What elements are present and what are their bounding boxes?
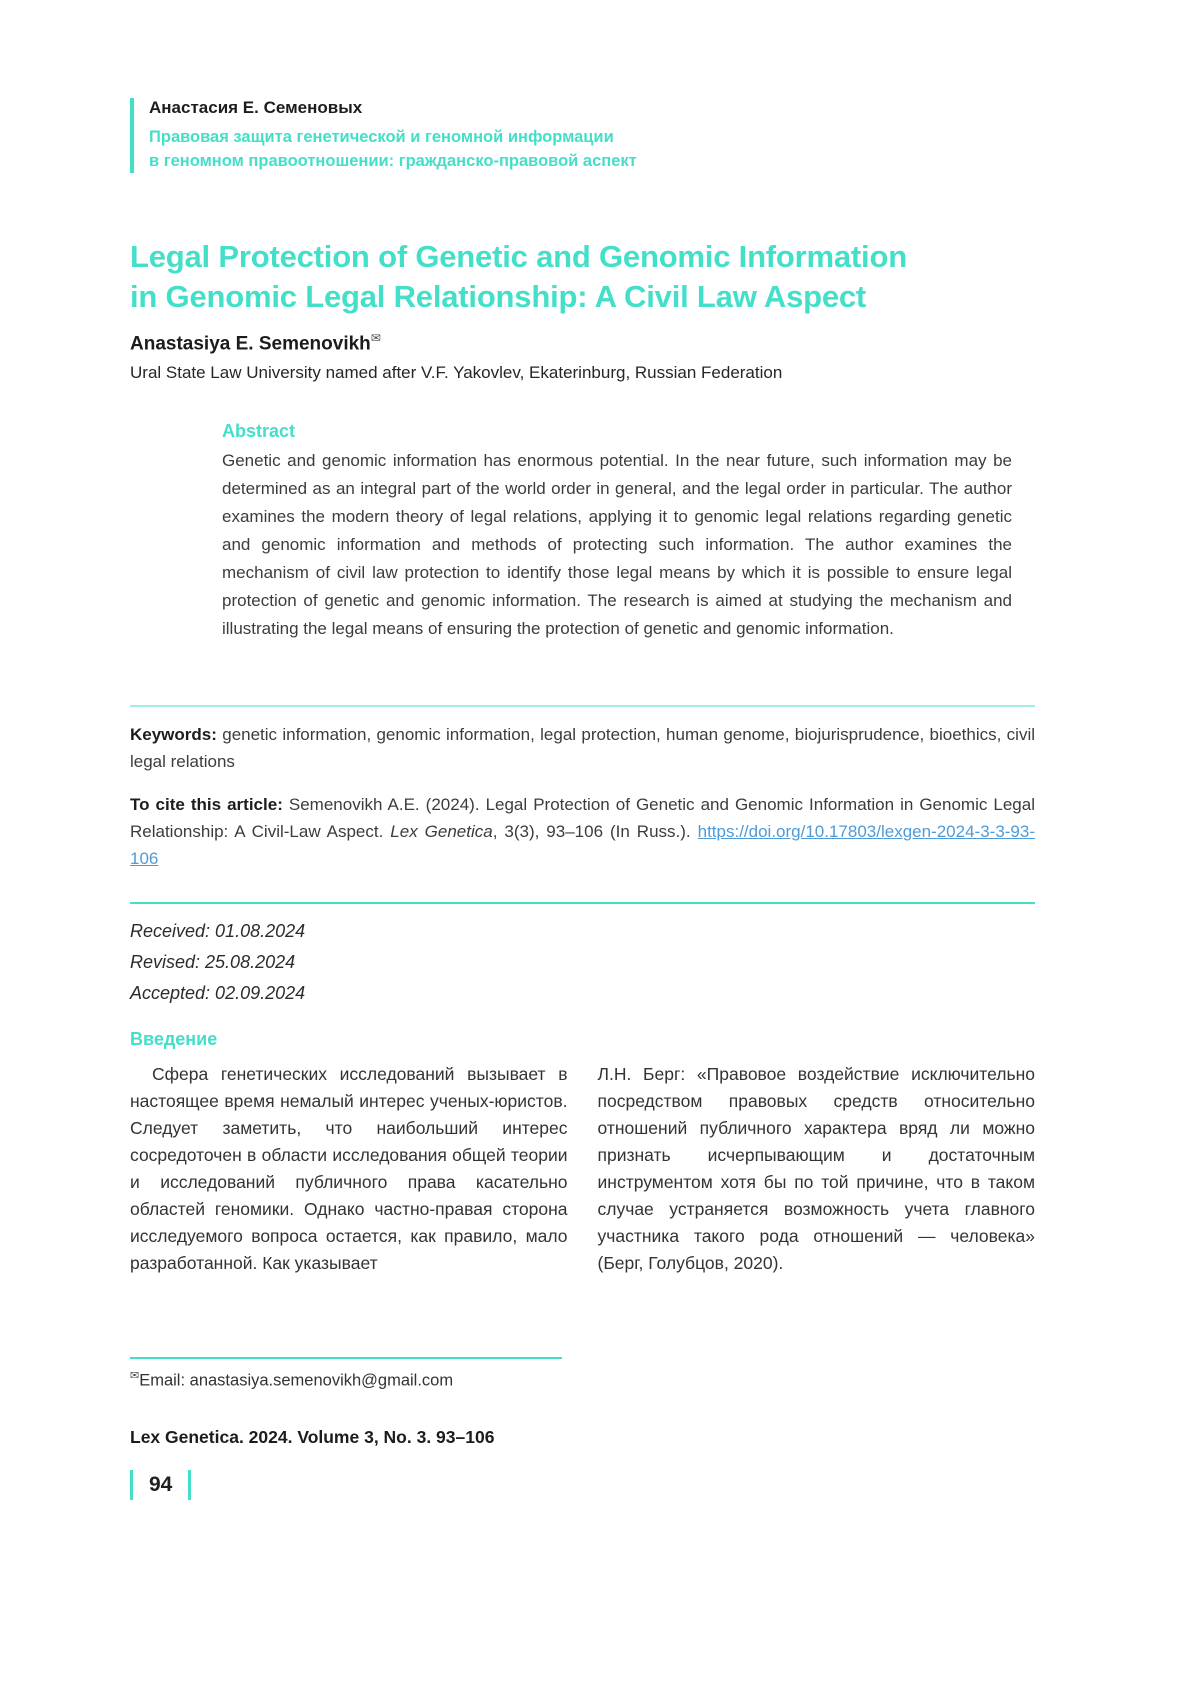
article-title — [130, 237, 1035, 317]
citation-text-after-journal: , 3(3), 93–106 (In Russ.). — [492, 822, 691, 842]
introduction-right-column — [598, 1061, 1036, 1277]
date-accepted: Accepted: 02.09.2024 — [130, 983, 306, 1004]
footnote-email-address: anastasiya.semenovikh@gmail.com — [189, 1371, 454, 1390]
date-revised: Revised: 25.08.2024 — [130, 952, 296, 973]
footnote-section — [130, 1357, 562, 1391]
citation-label: To cite this article: — [130, 795, 283, 815]
citation-paragraph — [130, 791, 1035, 872]
keywords-label: Keywords: — [130, 725, 217, 745]
masthead — [130, 98, 1035, 173]
introduction-heading: Введение — [130, 1029, 218, 1050]
doi-link[interactable]: https://doi.org/10.17803/lexgen-2024-3-3-93-106 — [130, 822, 1036, 869]
article-title-line1: Legal Protection of Genetic and Genomic Information — [130, 239, 907, 274]
journal-footer-line: Lex Genetica. 2024. Volume 3, No. 3. 93–106 — [130, 1426, 495, 1447]
author-name — [130, 331, 1035, 355]
author-name-text: Anastasiya E. Semenovikh — [130, 333, 371, 355]
citation-text-before-journal: Semenovikh A.E. (2024). Legal Protection of Genetic and Genomic Information in Genomic Legal Relationship: A Civil-Law Aspect. — [130, 795, 1035, 842]
introduction-right-text: Л.Н. Берг: «Правовое воздействие исключительно посредством правовых средств относительно отношений публичного характера вряд ли можно признать исчерпывающим и достаточным инструментом хотя бы по той причине, что в таком случае устраняется возможность учета главного участника такого рода отношений — человека» (Берг, Голубцов, 2020). — [597, 1064, 1035, 1274]
introduction-left-column — [130, 1061, 568, 1277]
keywords-text: genetic information, genomic information, legal protection, human genome, biojurisprudence, bioethics, civil legal relations — [130, 725, 1035, 772]
section-divider — [130, 902, 1035, 904]
abstract-section — [222, 421, 1012, 643]
masthead-title-ru-line1: Правовая защита генетической и геномной информации — [149, 128, 614, 146]
page-number: 94 — [130, 1470, 191, 1500]
author-affiliation: Ural State Law University named after V.F. Yakovlev, Ekaterinburg, Russian Federation — [130, 363, 783, 383]
citation-journal-name: Lex Genetica — [390, 822, 493, 842]
envelope-icon: ✉ — [370, 331, 381, 345]
masthead-author-ru: Анастасия Е. Семеновых — [149, 98, 363, 117]
footnote-email-label: Email: — [139, 1371, 186, 1390]
article-title-line2: in Genomic Legal Relationship: A Civil Law Aspect — [130, 279, 867, 314]
introduction-left-text: Сфера генетических исследований вызывает в настоящее время немалый интерес ученых-юристов. Следует заметить, что наибольший интерес сосредоточен в области исследования общей теории и исследований публичного права касательно областей геномики. Однако частно-правая сторона исследуемого вопроса остается, как правило, мало разработанной. Как указывает — [130, 1064, 568, 1274]
abstract-heading: Abstract — [222, 421, 296, 442]
abstract-text: Genetic and genomic information has enormous potential. In the near future, such information may be determined as an integral part of the world order in general, and the legal order in particular. The author examines the modern theory of legal relations, applying it to genomic legal relations regarding genetic and genomic information and methods of protecting such information. The author examines the mechanism of civil law protection to identify those legal means by which it is possible to ensure legal protection of genetic and genomic information. The research is aimed at studying the mechanism and illustrating the legal means of ensuring the protection of genetic and genomic information. — [222, 451, 1012, 639]
introduction-columns — [130, 1061, 1035, 1277]
article-dates — [130, 916, 1035, 1009]
masthead-title-ru-line2: в геномном правоотношении: гражданско-правовой аспект — [149, 152, 637, 170]
section-divider — [130, 705, 1035, 707]
date-received: Received: 01.08.2024 — [130, 921, 306, 942]
keywords-paragraph — [130, 721, 1035, 775]
envelope-icon: ✉ — [130, 1370, 140, 1383]
footnote-email — [130, 1369, 562, 1391]
